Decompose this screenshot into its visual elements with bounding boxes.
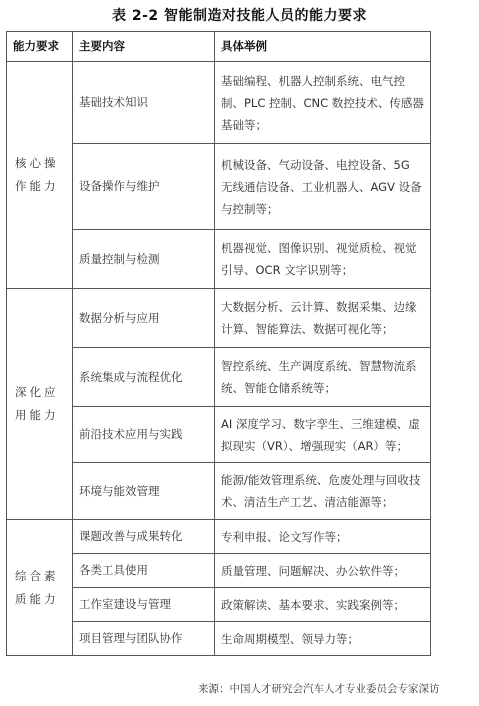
detail-cell: 大数据分析、云计算、数据采集、边缘计算、智能算法、数据可视化等； — [215, 289, 431, 348]
table-row — [7, 289, 431, 348]
content-cell: 数据分析与应用 — [73, 289, 215, 348]
content-cell: 质量控制与检测 — [73, 230, 215, 289]
source-note: 来源：中国人才研究会汽车人才专业委员会专家深访 — [198, 683, 440, 695]
detail-cell: 基础编程、机器人控制系统、电气控制、PLC 控制、CNC 数控技术、传感器基础等； — [215, 62, 431, 144]
content-cell: 前沿技术应用与实践 — [73, 407, 215, 463]
detail-cell: 专利申报、论文写作等； — [215, 520, 431, 554]
content-cell: 设备操作与维护 — [73, 144, 215, 230]
detail-cell: 政策解读、基本要求、实践案例等； — [215, 588, 431, 622]
table-header-row — [7, 32, 431, 62]
detail-cell: 能源/能效管理系统、危废处理与回收技术、清洁生产工艺、清洁能源等； — [215, 463, 431, 520]
category-comprehensive-quality: 综合素质能力 — [7, 520, 73, 656]
detail-cell: AI 深度学习、数字孪生、三维建模、虚拟现实（VR）、增强现实（AR）等； — [215, 407, 431, 463]
detail-cell: 生命周期模型、领导力等； — [215, 622, 431, 656]
content-cell: 各类工具使用 — [73, 554, 215, 588]
content-cell: 环境与能效管理 — [73, 463, 215, 520]
detail-cell: 机器视觉、图像识别、视觉质检、视觉引导、OCR 文字识别等； — [215, 230, 431, 289]
content-cell: 课题改善与成果转化 — [73, 520, 215, 554]
table-title: 表 2-2 智能制造对技能人员的能力要求 — [111, 8, 368, 24]
content-cell: 基础技术知识 — [73, 62, 215, 144]
content-cell: 工作室建设与管理 — [73, 588, 215, 622]
detail-cell: 质量管理、问题解决、办公软件等； — [215, 554, 431, 588]
detail-cell: 智控系统、生产调度系统、智慧物流系统、智能仓储系统等； — [215, 348, 431, 407]
content-cell: 项目管理与团队协作 — [73, 622, 215, 656]
detail-cell: 机械设备、气动设备、电控设备、5G 无线通信设备、工业机器人、AGV 设备与控制等； — [215, 144, 431, 230]
header-ability: 能力要求 — [7, 32, 73, 62]
ability-requirements-table — [6, 31, 431, 656]
content-cell: 系统集成与流程优化 — [73, 348, 215, 407]
table-row — [7, 520, 431, 554]
header-content: 主要内容 — [73, 32, 215, 62]
category-core-operation: 核心操作能力 — [7, 62, 73, 289]
category-deep-application: 深化应用能力 — [7, 289, 73, 520]
header-example: 具体举例 — [215, 32, 431, 62]
table-row — [7, 62, 431, 144]
